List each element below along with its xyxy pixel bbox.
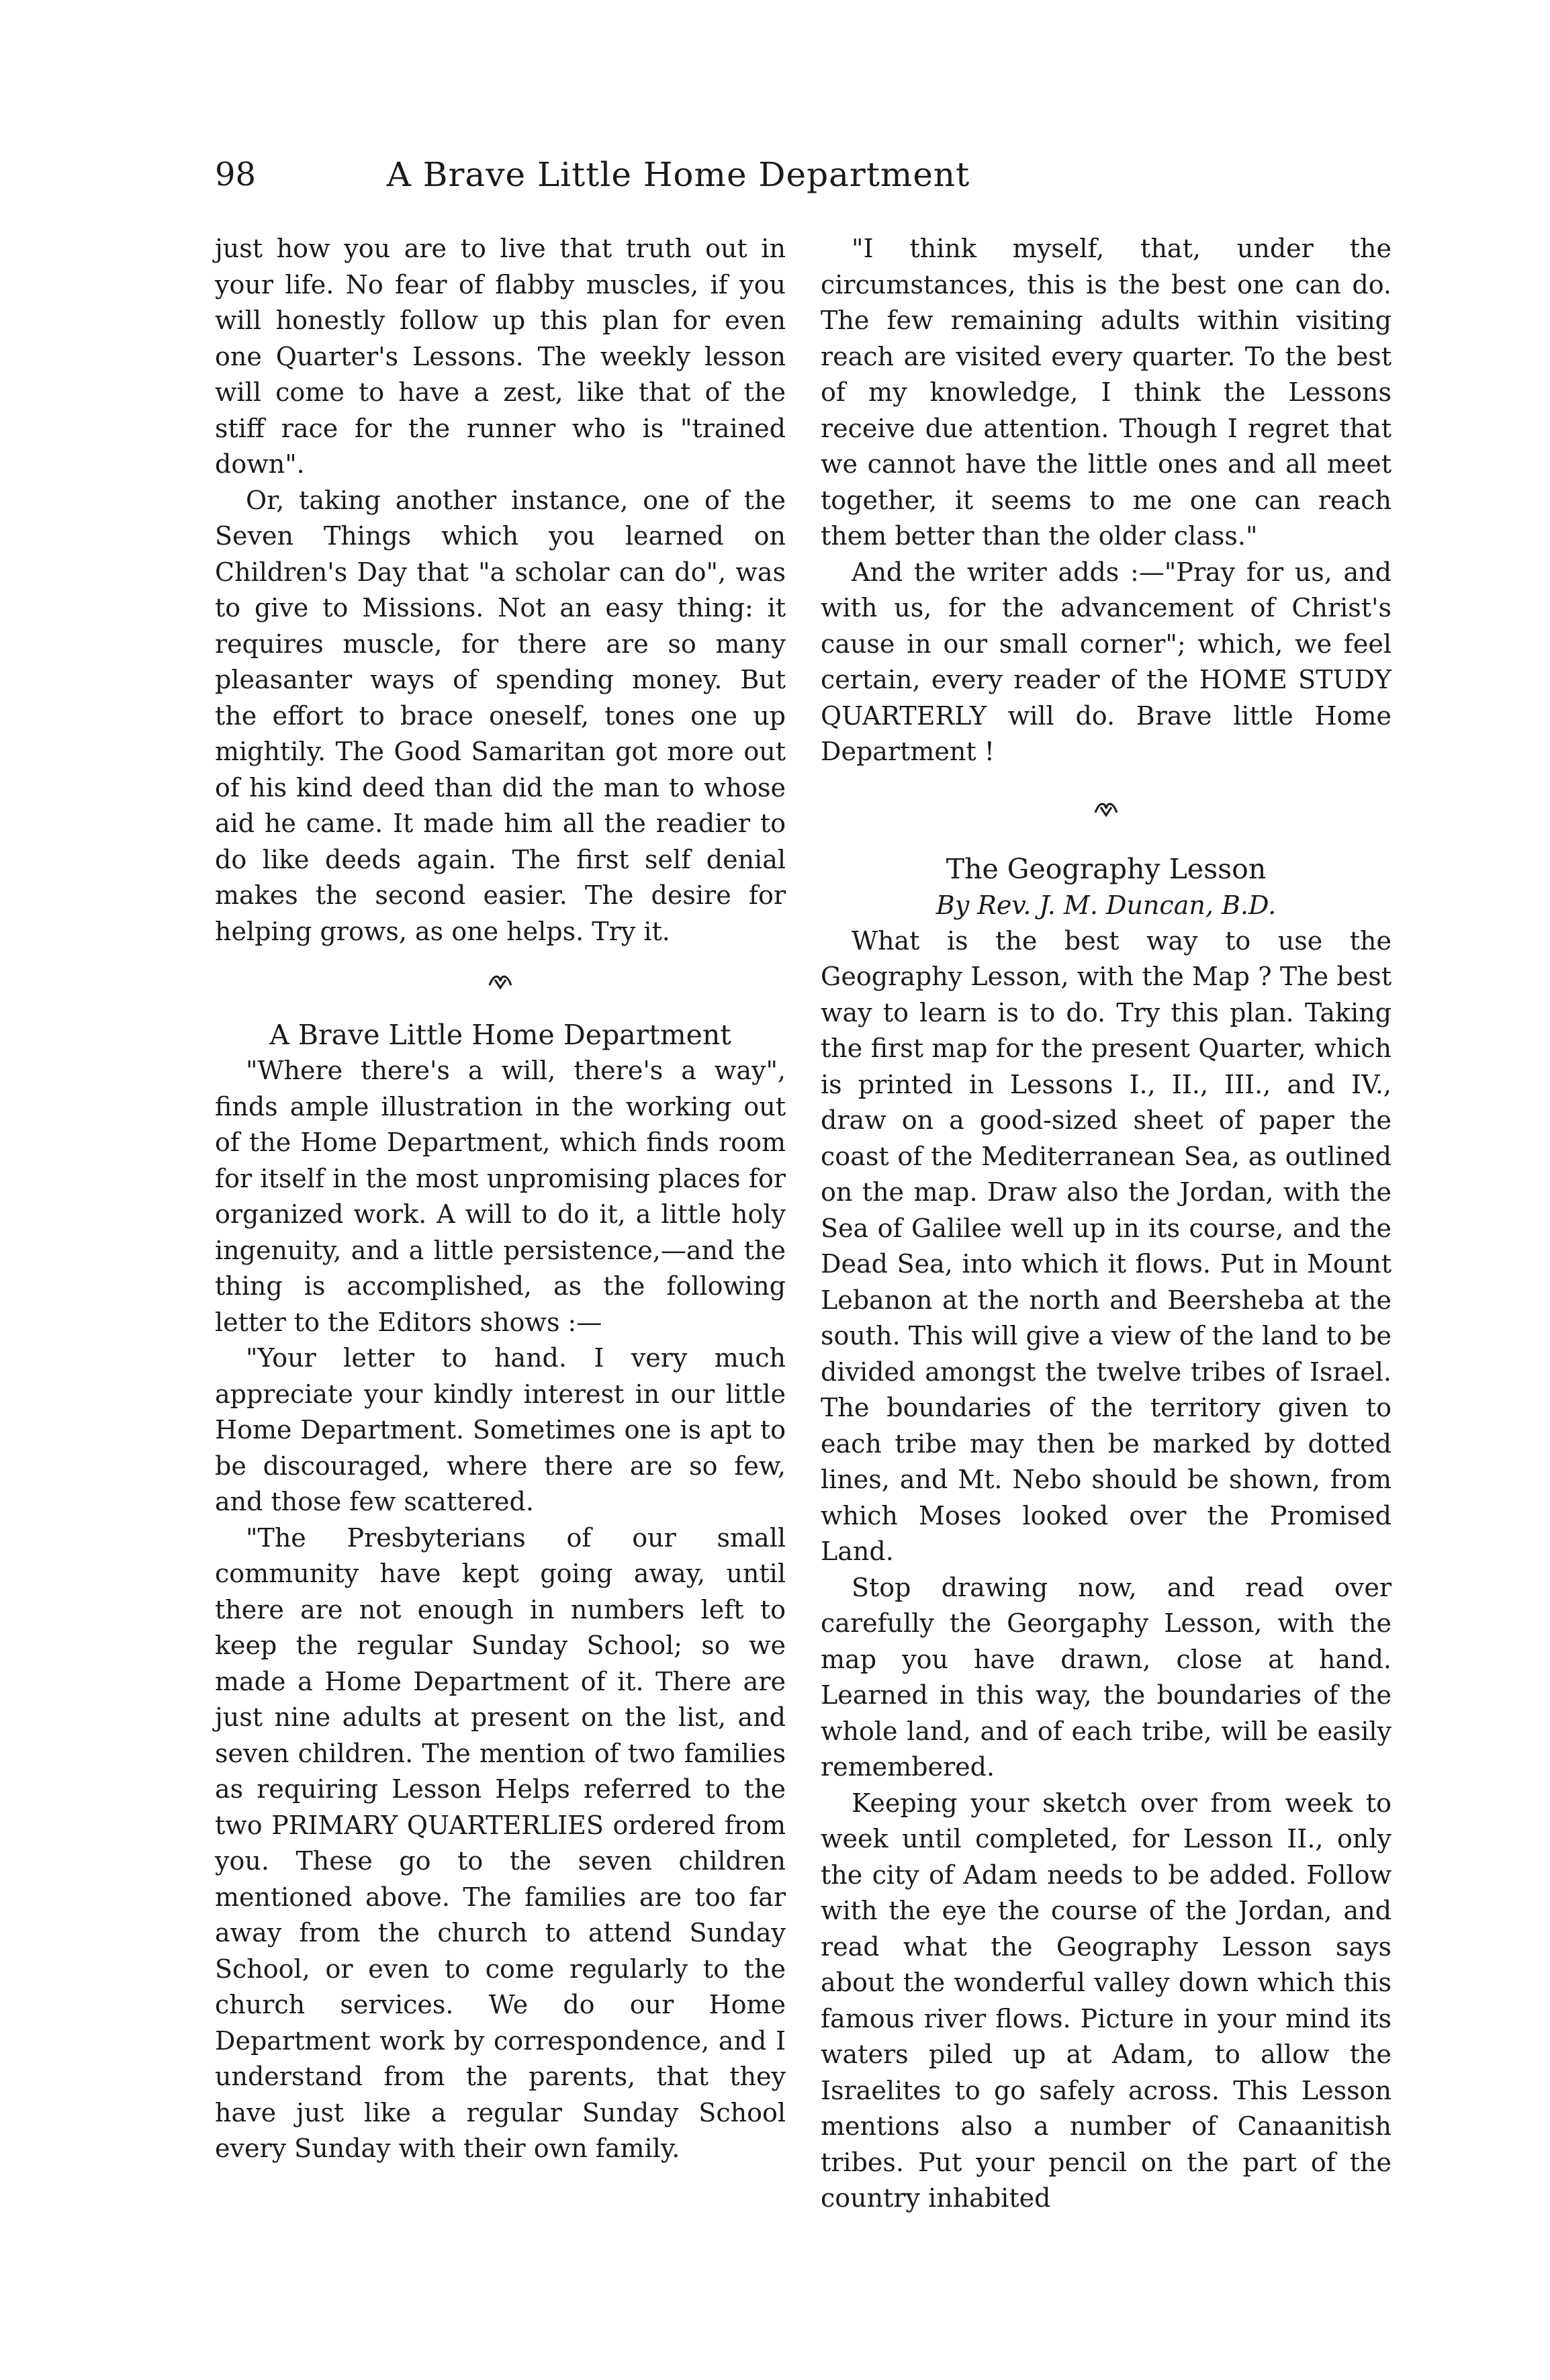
right-column [821,231,1392,2217]
left-column [215,231,786,2167]
paragraph: Stop drawing now, and read over carefully the Georgaphy Lesson, with the map you have drawn, close at hand. Learned in this way, the boundaries of the whole land, and of each tribe, will be easily remembered. [821,1572,1392,1782]
fleuron-icon [821,770,1392,851]
running-title: A Brave Little Home Department [386,155,970,194]
paragraph: just how you are to live that truth out in your life. No fear of flabby muscles, if you will honestly follow up this plan for even one Quarter's Lessons. The weekly lesson will come to have a zest, like that of the stiff race for the runner who is "trained down". [215,234,786,479]
paragraph: "I think myself, that, under the circumstances, this is the best one can do. The few remaining adults within visiting reach are visited every quarter. To the best of my knowledge, I think the Lessons receive due attention. Though I regret that we cannot have the little ones and all meet together, it seems to me one can reach them better than the older class." [821,234,1392,551]
paragraph: "Your letter to hand. I very much appreciate your kindly interest in our little Home Department. Sometimes one is apt to be discouraged, where there are so few, and those few scattered. [215,1343,786,1516]
paragraph: What is the best way to use the Geography Lesson, with the Map ? The best way to learn is to do. Try this plan. Taking the first map for the present Quarter, which is printed in Lessons I., II., III., and IV., draw on a good-sized sheet of paper the coast of the Mediterranean Sea, as outlined on the map. Draw also the Jordan, with the Sea of Galilee well up in its course, and the Dead Sea, into which it flows. Put in Mount Lebanon at the north and Beersheba at the south. This will give a view of the land to be divided amongst the twelve tribes of Israel. The boundaries of the territory given to each tribe may then be marked by dotted lines, and Mt. Nebo should be shown, from which Moses looked over the Promised Land. [821,925,1392,1566]
paragraph: Or, taking another instance, one of the Seven Things which you learned on Children's Day that "a scholar can do", was to give to Missions. Not an easy thing: it requires muscle, for there are so many pleasanter ways of spending money. But the effort to brace oneself, tones one up mightily. The Good Samaritan got more out of his kind deed than did the man to whose aid he came. It made him all the readier to do like deeds again. The first self denial makes the second easier. The desire for helping grows, as one helps. Try it. [215,485,786,946]
section-heading: The Geography Lesson [946,852,1267,885]
page-header [215,154,1115,201]
section-heading: A Brave Little Home Department [269,1019,731,1051]
paragraph: "Where there's a will, there's a way", finds ample illustration in the working out of the Home Department, which finds room for itself in the most unpromising places for organized work. A will to do it, a little holy ingenuity, and a little persistence,—and the thing is accomplished, as the following letter to the Editors shows :— [215,1056,786,1337]
page-number: 98 [215,156,257,193]
byline: By Rev. J. M. Duncan, B.D. [936,890,1277,920]
paragraph: Keeping your sketch over from week to week until completed, for Lesson II., only the city of Adam needs to be added. Follow with the eye the course of the Jordan, and read what the Geography Lesson says about the wonderful valley down which this famous river flows. Picture in your mind its waters piled up at Adam, to allow the Israelites to go safely across. This Lesson mentions also a number of Canaanitish tribes. Put your pencil on the part of the country inhabited [821,1788,1392,2213]
paragraph: "The Presbyterians of our small community have kept going away, until there are not enough in numbers left to keep the regular Sunday School; so we made a Home Department of it. There are just nine adults at present on the list, and seven children. The mention of two families as requiring Lesson Helps referred to the two PRIMARY QUARTERLIES ordered from you. These go to the seven children mentioned above. The families are too far away from the church to attend Sunday School, or even to come regularly to the church services. We do our Home Department work by correspondence, and I understand from the parents, that they have just like a regular Sunday School every Sunday with their own family. [215,1522,786,2163]
fleuron-icon [215,950,786,1017]
paragraph: And the writer adds :—"Pray for us, and with us, for the advancement of Christ's cause in our small corner"; which, we feel certain, every reader of the HOME STUDY QUARTERLY will do. Brave little Home Department ! [821,557,1392,766]
